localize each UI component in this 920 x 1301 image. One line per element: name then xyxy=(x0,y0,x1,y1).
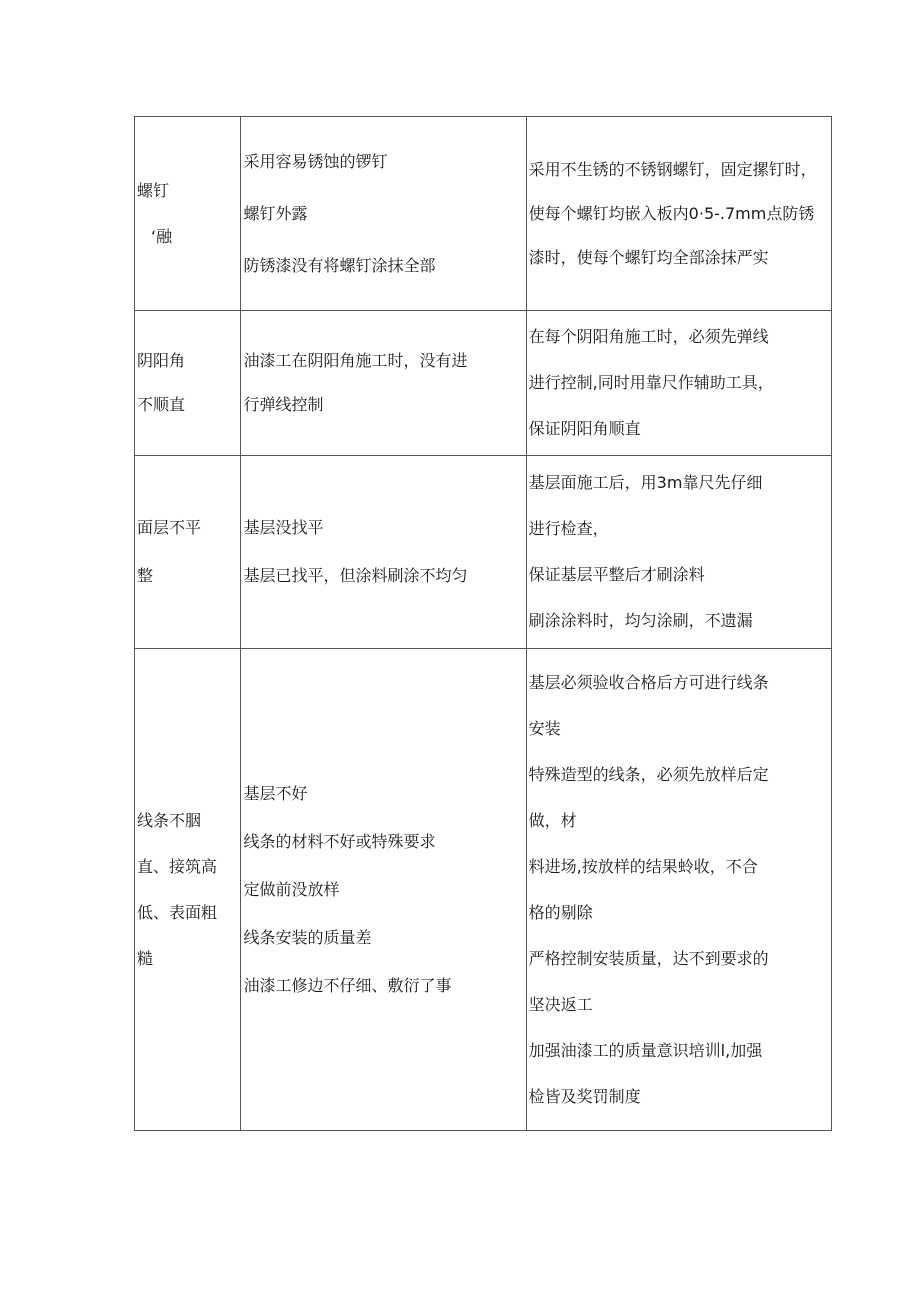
issue-cell xyxy=(135,311,241,456)
measure-line: 坚决返工 xyxy=(528,994,593,1014)
cause-line: 基层没找平 xyxy=(243,518,324,537)
measure-cell xyxy=(526,649,831,1131)
cause-cell xyxy=(241,649,526,1131)
issue-cell xyxy=(135,117,241,311)
table-row xyxy=(135,456,832,649)
cause-cell xyxy=(241,117,526,311)
cause-line: 采用容易锈蚀的锣钉 xyxy=(243,151,388,171)
measure-line: 格的剔除 xyxy=(528,902,593,922)
cause-line: 线条的材料不好或特殊要求 xyxy=(243,831,436,851)
cause-cell xyxy=(241,456,526,649)
issue-line: 面层不平 xyxy=(137,518,202,537)
cause-line: 行弹线控制 xyxy=(243,395,324,414)
measure-line: 保证基层平整后才刷涂料 xyxy=(528,565,705,584)
issue-cell xyxy=(135,649,241,1131)
issue-line: 不顺直 xyxy=(137,395,186,414)
measure-line: 安装 xyxy=(528,718,561,738)
quality-issues-table xyxy=(134,116,832,1131)
cause-line: 基层不好 xyxy=(243,783,308,803)
measure-cell xyxy=(526,117,831,311)
measure-line: 基层必须验收合格后方可进行线条 xyxy=(528,672,769,692)
measure-line: 保证阴阳角顺直 xyxy=(528,419,641,438)
cause-line: 螺钉外露 xyxy=(243,203,308,223)
measure-line: 进行检查， xyxy=(528,519,609,538)
measure-line: 特殊造型的线条，必须先放样后定 xyxy=(528,764,769,784)
measure-line: 做，材 xyxy=(528,810,577,830)
table-row xyxy=(135,649,832,1131)
table-row xyxy=(135,311,832,456)
cause-line: 防锈漆没有将螺钉涂抹全部 xyxy=(243,255,436,275)
cause-cell xyxy=(241,311,526,456)
measure-cell xyxy=(526,311,831,456)
cause-line: 线条安装的质量差 xyxy=(243,927,372,947)
issue-line: 直、接筑高 xyxy=(137,856,218,876)
cause-line: 油漆工在阴阳角施工时，没有进 xyxy=(243,351,468,370)
measure-line: 严格控制安装质量，达不到要求的 xyxy=(528,948,769,968)
issue-line: 整 xyxy=(137,566,154,585)
issue-line: 螺钉 xyxy=(137,180,170,200)
table-row xyxy=(135,117,832,311)
measure-line: 检皆及奖罚制度 xyxy=(528,1086,641,1106)
measure-line: 料进场,按放样的结果蛉收，不合 xyxy=(528,856,758,876)
measure-line: 采用不生锈的不锈钢螺钉，固定摞钉时， xyxy=(528,159,817,179)
measure-cell xyxy=(526,456,831,649)
cause-line: 定做前没放样 xyxy=(243,879,340,899)
measure-line: 使每个螺钉均嵌入板内0·5-.7mm点防锈 xyxy=(528,203,815,223)
issue-line: 阴阳角 xyxy=(137,351,186,370)
measure-line: 漆时，使每个螺钉均全部涂抹严实 xyxy=(528,247,769,267)
cause-line: 油漆工修边不仔细、敷衍了事 xyxy=(243,975,452,995)
measure-line: 刷涂涂料时，均匀涂刷，不遗漏 xyxy=(528,611,753,630)
issue-line: 糙 xyxy=(137,948,154,968)
issue-line: ‘融 xyxy=(151,226,173,246)
issue-cell xyxy=(135,456,241,649)
measure-line: 在每个阴阳角施工时，必须先弹线 xyxy=(528,327,769,346)
measure-line: 基层面施工后，用3m靠尺先仔细 xyxy=(528,473,763,492)
measure-line: 进行控制,同时用靠尺作辅助工具， xyxy=(528,373,774,392)
issue-line: 低、表面粗 xyxy=(137,902,218,922)
measure-line: 加强油漆工的质量意识培训l,加强 xyxy=(528,1040,763,1060)
cause-line: 基层已找平，但涂料刷涂不均匀 xyxy=(243,566,468,585)
issue-line: 线条不胭 xyxy=(137,810,202,830)
